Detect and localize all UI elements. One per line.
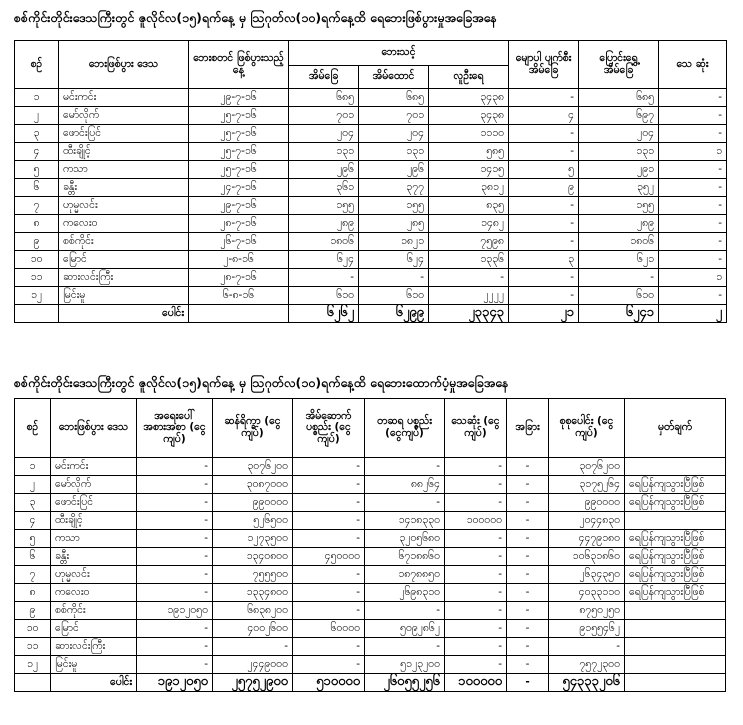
table-cell: ၆၈၅ <box>579 89 659 107</box>
table-cell: ၁ <box>659 269 727 287</box>
table-cell: ၃၀၈၇၀၀၀ <box>213 476 293 494</box>
table-cell: ၆၁၀ <box>579 287 659 305</box>
table-cell: ၃ <box>15 494 51 512</box>
table-cell: - <box>659 161 727 179</box>
table-cell: ၈၃၅ <box>429 197 509 215</box>
table-row <box>15 548 726 566</box>
table-row <box>15 494 726 512</box>
table-cell: - <box>509 233 579 251</box>
table-cell: - <box>659 89 727 107</box>
table-cell: - <box>445 620 507 638</box>
table-cell: - <box>445 476 507 494</box>
table-cell <box>625 602 726 620</box>
total-destroyed: ၂၁ <box>509 305 579 323</box>
table-cell: ၂၆၃၄၃၅၀ <box>549 566 625 584</box>
table-cell: ၁ <box>15 458 51 476</box>
table-cell: ၅၀၉၂၈၆၂ <box>365 620 445 638</box>
table-cell: မင်းကင်း <box>59 89 189 107</box>
total2-funeral: ၁၀၀၀၀၀ <box>445 674 507 692</box>
table-cell: ၁၉၁၂၀၅၀ <box>137 602 213 620</box>
table-cell: ၆၀၀၀၀ <box>293 620 365 638</box>
table-cell: ရေပြန်ကျသွားပြီဖြစ် <box>625 494 726 512</box>
table-row <box>15 143 727 161</box>
table-cell <box>625 656 726 674</box>
table-cell: - <box>445 566 507 584</box>
total-families: ၆၂၉၉ <box>359 305 429 323</box>
table-cell: ဆားလင်းကြီး <box>59 269 189 287</box>
table-cell: ဆားလင်းကြီး <box>51 638 137 656</box>
table-cell: ၅ <box>509 161 579 179</box>
table-row <box>15 530 726 548</box>
table-cell: ၂၀၄ <box>579 125 659 143</box>
table-cell: - <box>137 566 213 584</box>
col2-other: အခြား <box>507 399 549 458</box>
table-cell: - <box>445 584 507 602</box>
table-cell: ၆၁၀ <box>289 287 359 305</box>
total2-label: ပေါင်း <box>51 674 137 692</box>
table-cell: - <box>445 656 507 674</box>
table-cell: - <box>659 179 727 197</box>
table-cell: ၂၄-၇-၁၆ <box>189 179 289 197</box>
table-cell: - <box>507 656 549 674</box>
table-cell: - <box>659 107 727 125</box>
table-row <box>15 638 726 656</box>
table-row <box>15 584 726 602</box>
table-cell: - <box>509 143 579 161</box>
col-affected: ဘေးသင့် <box>289 41 509 66</box>
table-row <box>15 656 726 674</box>
table-cell: - <box>507 566 549 584</box>
table-cell: ၂၂၂၂ <box>429 287 509 305</box>
table-cell: ၉၉၀၀၀၀ <box>549 494 625 512</box>
table-cell: ၂၈၅ <box>359 215 429 233</box>
table-row <box>15 566 726 584</box>
table-cell: ၁၅၅ <box>289 197 359 215</box>
table-row <box>15 251 727 269</box>
table-cell: - <box>509 89 579 107</box>
table-row <box>15 107 727 125</box>
col2-emergency: အရေးပေါ် အစားအစာ (ငွေကျပ်) <box>137 399 213 458</box>
table-cell: ၁၈၂၁ <box>359 233 429 251</box>
table-cell: ၂၅-၇-၁၆ <box>189 125 289 143</box>
table-cell <box>625 512 726 530</box>
table-cell: ၁၄၁၈၃၃၀ <box>365 512 445 530</box>
table-cell: - <box>137 638 213 656</box>
table2-title: စစ်ကိုင်းတိုင်းဒေသကြီးတွင် ဇူလိုင်လ(၁၅)ရက်နေ့ မှ ဩဂုတ်လ(၁၀)ရက်နေ့ထိ ရေဘေးထောက်ပံ့မှုအခြေအနေ <box>14 375 509 390</box>
table-cell: - <box>659 125 727 143</box>
col2-medicine: တဆရ ပစ္စည်း (ငွေကျပ်) <box>365 399 445 458</box>
table-cell: ၃၀၇၆၂၀၀ <box>213 458 293 476</box>
table-row <box>15 512 726 530</box>
table-cell: - <box>579 269 659 287</box>
table-cell: ၂၅-၇-၁၆ <box>189 107 289 125</box>
table-cell: ၅၂၆၅၀၀ <box>213 512 293 530</box>
table-cell: ၉၁၅၅၄၆၂ <box>549 620 625 638</box>
table-cell: ၃ <box>509 251 579 269</box>
table-cell: - <box>507 494 549 512</box>
table-cell: ၂၉-၇-၁၆ <box>189 89 289 107</box>
table-cell: ၆၈၅ <box>359 89 429 107</box>
table-cell: ၂၉၆ <box>289 161 359 179</box>
total2-other: - <box>507 674 549 692</box>
table-cell: ရေပြန်ကျသွားပြီဖြစ် <box>625 584 726 602</box>
table-cell: ခန္တီး <box>59 179 189 197</box>
table-row <box>15 602 726 620</box>
table-cell: ၅၁၂၃၂၀၀ <box>365 656 445 674</box>
table-cell: မြင်းမူ <box>51 656 137 674</box>
table-cell: ၁၃၁ <box>289 143 359 161</box>
table-cell: ၂၉၁ <box>579 161 659 179</box>
table-cell: - <box>507 548 549 566</box>
table-cell: ၄ <box>15 512 51 530</box>
table-cell: ၁၈၇၈၈၅၀ <box>365 566 445 584</box>
table-cell: - <box>137 530 213 548</box>
table-cell: - <box>137 476 213 494</box>
table-cell: - <box>293 512 365 530</box>
table-cell: - <box>293 638 365 656</box>
table-cell: ၂၈-၇-၁၆ <box>189 215 289 233</box>
total2-total: ၅၄၃၃၃၂၀၆ <box>549 674 625 692</box>
table-cell: - <box>507 584 549 602</box>
table-cell: - <box>509 215 579 233</box>
table-cell: ၁၀၆၃၁၈၆၀ <box>549 548 625 566</box>
table-cell: ၁၈၀၆ <box>289 233 359 251</box>
table-row <box>15 476 726 494</box>
table-cell: - <box>137 458 213 476</box>
table-cell: - <box>507 458 549 476</box>
table-cell: - <box>359 269 429 287</box>
table-cell: ၂ <box>15 107 59 125</box>
table-cell: - <box>429 269 509 287</box>
table-cell <box>625 458 726 476</box>
table-cell: ၁၂၇၃၅၀၀ <box>213 530 293 548</box>
table-cell: ထီးချိုင့် <box>51 512 137 530</box>
table-cell: ၁၅၅ <box>579 197 659 215</box>
table-cell: - <box>293 530 365 548</box>
table-cell: - <box>659 251 727 269</box>
table-cell: ၁၀၀၀၀၀ <box>445 512 507 530</box>
table-cell: - <box>445 458 507 476</box>
table-cell: စစ်ကိုင်း <box>51 602 137 620</box>
table-cell: ၃၄၃၈ <box>429 107 509 125</box>
table-cell: ၁၅၅ <box>359 197 429 215</box>
total2-housing: ၅၁၀၀၀၀ <box>293 674 365 692</box>
table-cell: ၆၂၄ <box>359 251 429 269</box>
table-cell: ၁၄၁၅ <box>429 161 509 179</box>
table-cell: ၃၀၇၆၂၀၀ <box>549 458 625 476</box>
table-cell: - <box>365 638 445 656</box>
table-cell: ၇၀၁ <box>359 107 429 125</box>
col-relocated: ပြောင်းရွှေ့ အိမ်ခြေ <box>579 41 659 89</box>
table-cell: ၉ <box>15 233 59 251</box>
table-cell: ၃၅၂ <box>579 179 659 197</box>
table-cell: ၁၂ <box>15 287 59 305</box>
table-cell: - <box>507 620 549 638</box>
total-households: ၆၂၆၂ <box>289 305 359 323</box>
col-area: ဘေးဖြစ်ပွား ဒေသ <box>59 41 189 89</box>
table-cell: မော်လိုက် <box>59 107 189 125</box>
col-date: ဘေးစတင် ဖြစ်ပွားသည့်နေ့ <box>189 41 289 89</box>
table-cell: ၄၀၀၂၆၀၀ <box>213 620 293 638</box>
table-cell: ၇၅၇၂၃၀၀ <box>549 656 625 674</box>
table-cell: ကသာ <box>51 530 137 548</box>
table-cell: ၆၉၇ <box>579 107 659 125</box>
table-cell: ၈၈၂၆၄ <box>365 476 445 494</box>
table-cell: ၁ <box>15 89 59 107</box>
table-cell: ၉ <box>15 602 51 620</box>
table-cell: ၂ <box>15 476 51 494</box>
table-cell: - <box>507 512 549 530</box>
total-relocated: ၆၂၄၁ <box>579 305 659 323</box>
table-cell: ၄ <box>15 143 59 161</box>
table-cell: ၂-၈-၁၆ <box>189 251 289 269</box>
table-cell: ၈ <box>15 584 51 602</box>
table-cell: ၃၂၀၅၆၈၀ <box>365 530 445 548</box>
col-deaths: သေ ဆုံး <box>659 41 727 89</box>
table-row <box>15 125 727 143</box>
table-cell: ၂၀၄၄၈၃၀ <box>549 512 625 530</box>
table-cell: ၁၈၀၆ <box>579 233 659 251</box>
table-cell: ၁၀ <box>15 251 59 269</box>
table-cell: ၅ <box>15 161 59 179</box>
table-cell: - <box>509 287 579 305</box>
table-cell: - <box>365 494 445 512</box>
table-cell: မြောင် <box>59 251 189 269</box>
table-row <box>15 269 727 287</box>
table-cell: ၄၀၃၃၁၁၀ <box>549 584 625 602</box>
table-cell: ၂၅-၇-၁၆ <box>189 143 289 161</box>
table-cell: ၂၀၄ <box>359 125 429 143</box>
table-cell: - <box>137 656 213 674</box>
total2-medicine: ၂၆၀၅၅၂၅၆ <box>365 674 445 692</box>
table-cell: - <box>507 476 549 494</box>
table-cell: ၂၅-၇-၁၆ <box>189 161 289 179</box>
table-row <box>15 287 727 305</box>
table-cell: ရေပြန်ကျသွားပြီဖြစ် <box>625 566 726 584</box>
table-cell: ၁၂ <box>15 656 51 674</box>
table-cell: ၂၈-၇-၁၆ <box>189 269 289 287</box>
table-cell: - <box>509 197 579 215</box>
table-cell: ၂၈၉ <box>289 215 359 233</box>
table-cell: မော်လိုက် <box>51 476 137 494</box>
table-cell: ဖောင်းပြင် <box>59 125 189 143</box>
table-cell: ၄၄၇၉၁၈၀ <box>549 530 625 548</box>
table-cell: - <box>293 602 365 620</box>
table-cell: ၁၀ <box>15 620 51 638</box>
total-label: ပေါင်း <box>59 305 189 323</box>
table-cell: ၅၈၅ <box>429 143 509 161</box>
table-cell: ထီးချိုင့် <box>59 143 189 161</box>
total-deaths: ၂ <box>659 305 727 323</box>
table-cell: ၁၁ <box>15 638 51 656</box>
table-cell: ၆ <box>15 179 59 197</box>
table-cell: ကလေးဝ <box>51 584 137 602</box>
table-cell: ၇၅၉၈ <box>429 233 509 251</box>
table-cell: ၆၂၁ <box>579 251 659 269</box>
table-cell: ၂၀၄ <box>289 125 359 143</box>
table-cell: - <box>507 602 549 620</box>
table-cell: - <box>445 548 507 566</box>
table-cell: - <box>137 512 213 530</box>
total2-emergency: ၁၉၁၂၀၅၀ <box>137 674 213 692</box>
table-row <box>15 89 727 107</box>
table-cell: ၃၄၃၈ <box>429 89 509 107</box>
table-cell: ကသာ <box>59 161 189 179</box>
table-cell: - <box>445 530 507 548</box>
table-cell: ၃ <box>15 125 59 143</box>
table-cell: ရေပြန်ကျသွားပြီဖြစ် <box>625 476 726 494</box>
table-cell: ၁၃၃၆ <box>429 251 509 269</box>
table1-total-row <box>15 305 727 323</box>
table-cell: - <box>509 269 579 287</box>
table-cell: ၂၆-၇-၁၆ <box>189 233 289 251</box>
col2-rice: ဆန်ရိက္ခာ (ငွေကျပ်) <box>213 399 293 458</box>
table-cell: ၁၁၁၀ <box>429 125 509 143</box>
table-cell: - <box>445 602 507 620</box>
table-cell: - <box>365 602 445 620</box>
table-cell: ကလေးဝ <box>59 215 189 233</box>
table-cell: ဟုမ္မလင်း <box>51 566 137 584</box>
table-cell: မြောင် <box>51 620 137 638</box>
table1-title: စစ်ကိုင်းတိုင်းဒေသကြီးတွင် ဇူလိုင်လ(၁၅)ရက်နေ့ မှ ဩဂုတ်လ(၁၀)ရက်နေ့ထိ ရေဘေးဖြစ်ပွားမှုအခြေအနေ <box>14 10 497 25</box>
table-cell: ၈၇၅၀၂၅၀ <box>549 602 625 620</box>
table-cell: ၁၃၁ <box>579 143 659 161</box>
table-cell: ၆၁၀ <box>359 287 429 305</box>
table-cell: ၄၅၀၀၀၀ <box>293 548 365 566</box>
table-cell: ခန္တီး <box>51 548 137 566</box>
table-cell: ၁ <box>659 143 727 161</box>
disaster-table <box>14 40 727 323</box>
table-row <box>15 161 727 179</box>
col-households: အိမ်ခြေ <box>289 66 359 89</box>
table-cell: ၄ <box>509 107 579 125</box>
table-cell: ၇၀၁ <box>289 107 359 125</box>
table-cell: - <box>293 476 365 494</box>
table-cell: ၇ <box>15 566 51 584</box>
table-cell: ဟုမ္မလင်း <box>59 197 189 215</box>
table-cell: - <box>213 638 293 656</box>
table-cell: ၆ <box>15 548 51 566</box>
table-cell: ၉ <box>509 179 579 197</box>
table-cell: - <box>137 620 213 638</box>
table-cell: - <box>293 656 365 674</box>
table-cell: ရေပြန်ကျသွားပြီဖြစ် <box>625 530 726 548</box>
table-cell: ၆-၈-၁၆ <box>189 287 289 305</box>
col-people: လူဦးရေ <box>429 66 509 89</box>
table-cell: - <box>507 530 549 548</box>
table-cell: - <box>659 233 727 251</box>
table-cell: ၁၄၈၂ <box>429 215 509 233</box>
relief-table <box>14 398 726 692</box>
table-cell: - <box>293 584 365 602</box>
col2-housing: အိမ်ဆောက် ပစ္စည်း (ငွေကျပ်) <box>293 399 365 458</box>
table-cell: - <box>289 269 359 287</box>
col2-no: စဉ် <box>15 399 51 458</box>
table-row <box>15 233 727 251</box>
table-row <box>15 458 726 476</box>
col2-total: စုစုပေါင်း (ငွေကျပ်) <box>549 399 625 458</box>
table-cell: - <box>365 458 445 476</box>
table-cell: ၁၃၄၀၈၀၀ <box>213 548 293 566</box>
table-cell: ၁၃၁ <box>359 143 429 161</box>
table-cell: ၂၄၄၉၀၀၀ <box>213 656 293 674</box>
table-cell: - <box>509 125 579 143</box>
table-cell: ၇ <box>15 197 59 215</box>
table-cell: - <box>137 494 213 512</box>
table-cell: ၂၉-၇-၁၆ <box>189 197 289 215</box>
table-cell <box>625 620 726 638</box>
table-cell: ၆၈၅ <box>289 89 359 107</box>
table-cell: - <box>445 494 507 512</box>
table-cell: ၃၇၇ <box>359 179 429 197</box>
col2-funeral: သေဆုံး (ငွေကျပ်) <box>445 399 507 458</box>
table-cell: ဖောင်းပြင် <box>51 494 137 512</box>
table-row <box>15 620 726 638</box>
table2-total-row <box>15 674 726 692</box>
table-cell: ၁၁ <box>15 269 59 287</box>
col2-area: ဘေးဖြစ်ပွား ဒေသ <box>51 399 137 458</box>
table-cell: ၆၂၄ <box>289 251 359 269</box>
table-cell: - <box>507 638 549 656</box>
table-cell: ၃၆၁ <box>289 179 359 197</box>
col2-remarks: မှတ်ချက် <box>625 399 726 458</box>
table-cell: - <box>293 566 365 584</box>
table-cell: - <box>659 215 727 233</box>
table-row <box>15 179 727 197</box>
table-cell: ရေပြန်ကျသွားပြီဖြစ် <box>625 548 726 566</box>
table-cell: ၃၁၇၅၂၆၄ <box>549 476 625 494</box>
table-cell: ၃၈၁၂ <box>429 179 509 197</box>
total2-rice: ၂၅၇၅၂၉၀၀ <box>213 674 293 692</box>
table-cell <box>625 638 726 656</box>
table-cell: ၈ <box>15 215 59 233</box>
table-cell: ၁၃၃၄၈၀၀ <box>213 584 293 602</box>
total-people: ၂၃၃၄၃ <box>429 305 509 323</box>
table-cell: - <box>549 638 625 656</box>
table-cell: ၂၆၉၈၃၁၀ <box>365 584 445 602</box>
table-cell: ၂၈၉ <box>579 215 659 233</box>
table-cell: ၂၉၆ <box>359 161 429 179</box>
table-cell: စစ်ကိုင်း <box>59 233 189 251</box>
table-cell: - <box>293 494 365 512</box>
table-cell: ၉၉၀၀၀၀ <box>213 494 293 512</box>
table-cell: - <box>445 638 507 656</box>
table-cell: - <box>137 548 213 566</box>
table-cell: ၇၅၅၅၀၀ <box>213 566 293 584</box>
table-row <box>15 215 727 233</box>
table-cell: - <box>659 287 727 305</box>
table-cell: - <box>659 197 727 215</box>
col-no: စဉ် <box>15 41 59 89</box>
table-cell: - <box>137 584 213 602</box>
table-cell: ၆၈၃၈၂၀၀ <box>213 602 293 620</box>
col-destroyed: မျောပါ ပျက်စီး အိမ်ခြေ <box>509 41 579 89</box>
table-cell: မြင်းမူ <box>59 287 189 305</box>
table-cell: ၆၇၁၈၈၆၀ <box>365 548 445 566</box>
table-cell: ၅ <box>15 530 51 548</box>
table-cell: မင်းကင်း <box>51 458 137 476</box>
table-cell: - <box>293 458 365 476</box>
table-row <box>15 197 727 215</box>
col-families: အိမ်ထောင် <box>359 66 429 89</box>
